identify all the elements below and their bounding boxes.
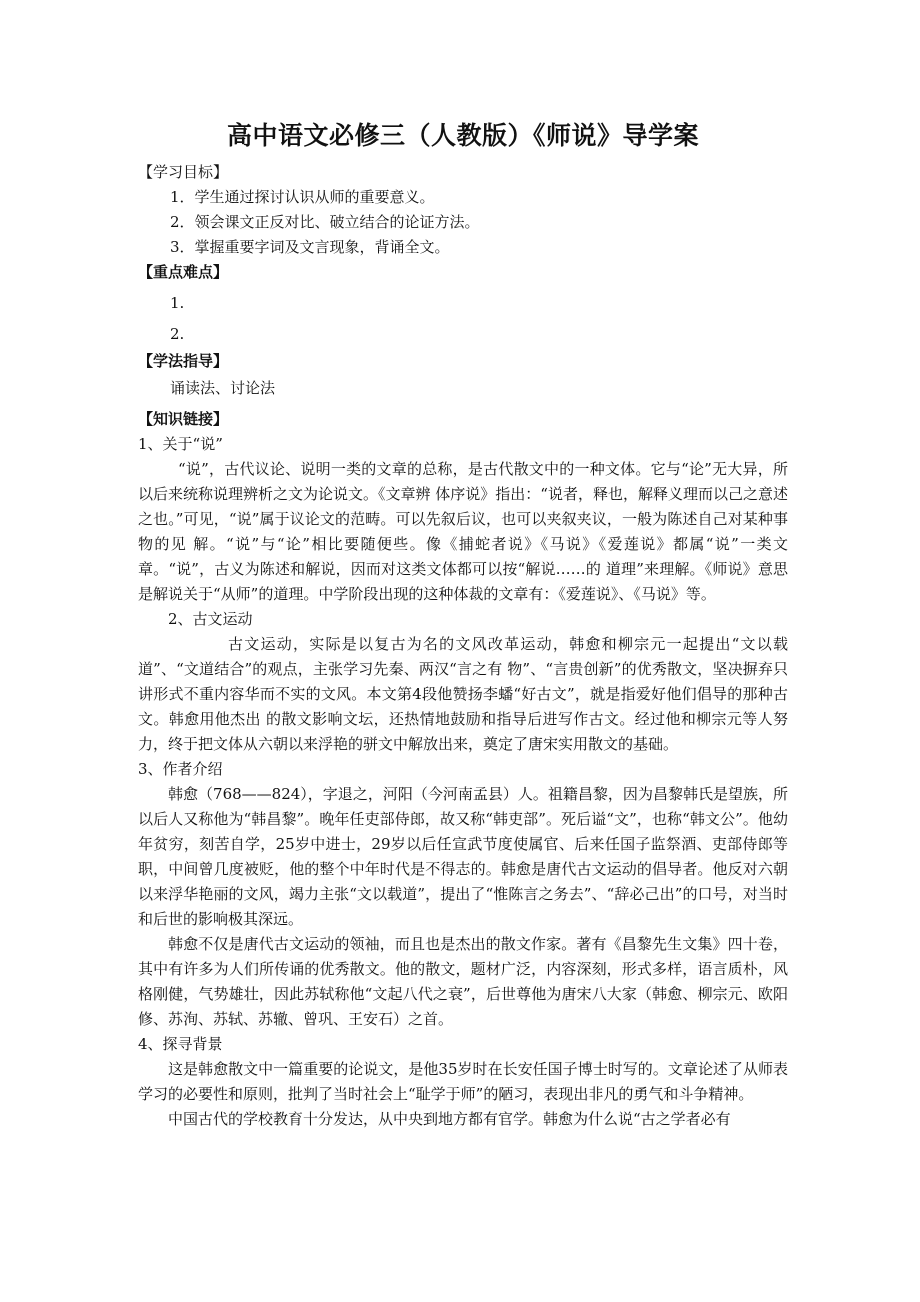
- objective-item: 1．学生通过探讨认识从师的重要意义。: [170, 188, 435, 206]
- key-point-item: 2.: [170, 325, 185, 343]
- document-page: [138, 118, 788, 1132]
- objectives-heading: 【学习目标】: [138, 163, 229, 181]
- knowledge-sec4-paragraph-1: 这是韩愈散文中一篇重要的论说文，是他35岁时在长安任国子博士时写的。文章论述了从师表学习的必要性和原则，批判了当时社会上“耻学于师”的陋习，表现出非凡的勇气和斗争精神。: [138, 1060, 788, 1103]
- key-points-section: [138, 260, 788, 349]
- knowledge-sec2-paragraph: 古文运动，实际是以复古为名的文风改革运动，韩愈和柳宗元一起提出“文以载道”、“文道结合”的观点，主张学习先秦、两汉“言之有 物”、“言贵创新”的优秀散文，坚决摒弃只讲形式不重内容华而不实的文风。本文第4段他赞扬李蟠“好古文”，就是指爱好他们倡导的那种古文。韩愈用他杰出 的散文影响文坛，还热情地鼓励和指导后进写作古文。经过他和柳宗元等人努力，终于把文体从六朝以来浮艳的骈文中解放出来，奠定了唐宋实用散文的基础。: [138, 635, 788, 753]
- knowledge-sec4-heading: 4、探寻背景: [138, 1035, 223, 1053]
- knowledge-sec1-paragraph: “说”，古代议论、说明一类的文章的总称，是古代散文中的一种文体。它与“论”无大异，所以后来统称说理辨析之文为论说文。《文章辨 体序说》指出：“说者，释也，解释义理而以己之意述之也。”可见，“说”属于议论文的范畴。可以先叙后议，也可以夹叙夹议，一般为陈述自己对某种事物的见 解。“说”与“论”相比要随便些。像《捕蛇者说》《马说》《爱莲说》都属“说”一类文章。“说”，古义为陈述和解说，因而对这类文体都可以按“解说……的 道理”来理解。《师说》意思是解说关于“从师”的道理。中学阶段出现的这种体裁的文章有：《爱莲说》、《马说》等。: [138, 460, 788, 603]
- key-point-item: 1.: [170, 294, 185, 312]
- knowledge-sec4-paragraph-2: 中国古代的学校教育十分发达，从中央到地方都有官学。韩愈为什么说“古之学者必有: [168, 1110, 731, 1128]
- method-section: [138, 349, 788, 401]
- knowledge-sec2-heading: 2、古文运动: [168, 610, 253, 628]
- objectives-section: [138, 160, 788, 260]
- knowledge-sec3-paragraph-1: 韩愈（768——824），字退之，河阳（今河南孟县）人。祖籍昌黎，因为昌黎韩氏是望族，所以后人又称他为“韩昌黎”。晚年任吏部侍郎，故又称“韩吏部”。死后谥“文”，也称“韩文公”。他幼年贫穷，刻苦自学，25岁中进士，29岁以后任宣武节度使属官、后来任国子监祭酒、吏部侍郎等职，中间曾几度被贬，他的整个中年时代是不得志的。韩愈是唐代古文运动的倡导者。他反对六朝以来浮华艳丽的文风，竭力主张“文以载道”，提出了“惟陈言之务去”、“辞必己出”的口号，对当时和后世的影响极其深远。: [138, 785, 788, 928]
- method-text: 诵读法、讨论法: [170, 379, 276, 397]
- objective-item: 3．掌握重要字词及文言现象，背诵全文。: [170, 238, 450, 256]
- method-heading: 【学法指导】: [138, 352, 229, 370]
- knowledge-heading: 【知识链接】: [138, 410, 229, 428]
- knowledge-section: [138, 407, 788, 1132]
- knowledge-sec3-heading: 3、作者介绍: [138, 760, 223, 778]
- knowledge-sec3-paragraph-2: 韩愈不仅是唐代古文运动的领袖，而且也是杰出的散文作家。著有《昌黎先生文集》四十卷，其中有许多为人们所传诵的优秀散文。他的散文，题材广泛，内容深刻，形式多样，语言质朴，风格刚健，气势雄壮，因此苏轼称他“文起八代之衰”，后世尊他为唐宋八大家（韩愈、柳宗元、欧阳修、苏洵、苏轼、苏辙、曾巩、王安石）之首。: [138, 935, 788, 1028]
- knowledge-sec1-heading: 1、关于“说”: [138, 435, 223, 453]
- document-title: 高中语文必修三（人教版）《师说》导学案: [226, 121, 699, 150]
- objective-item: 2．领会课文正反对比、破立结合的论证方法。: [170, 213, 480, 231]
- key-points-heading: 【重点难点】: [138, 263, 229, 281]
